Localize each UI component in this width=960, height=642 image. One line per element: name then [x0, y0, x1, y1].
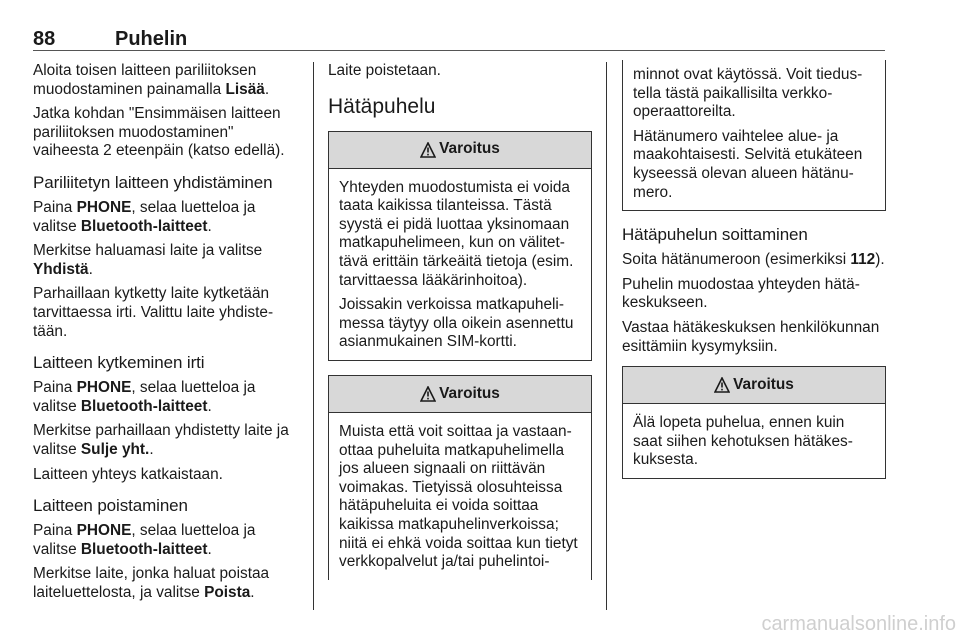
- paragraph: Paina PHONE, selaa luetteloa ja valitse Bluetooth-laitteet.: [33, 522, 256, 558]
- warning-text: Yhteyden muodostumista ei voida taata kaikissa tilanteissa. Tästä syystä ei pidä luottaa yksinomaan matkapuhelimeen, kun on välitettävä erittäin tärkeäitä tietoja (esim. tarvittaessa lääkärinhoitoa).: [339, 178, 574, 289]
- warning-box: [328, 131, 592, 361]
- column-divider: [606, 62, 607, 610]
- warning-triangle-icon: [420, 386, 436, 402]
- warning-title: Varoitus: [439, 140, 500, 158]
- paragraph: Soita hätänumeroon (esimerkiksi 112).: [622, 251, 885, 269]
- chapter-heading: Hätäpuhelu: [328, 94, 436, 118]
- warning-header: [329, 132, 591, 169]
- warning-triangle-icon: [420, 142, 436, 158]
- paragraph: Laitteen yhteys katkaistaan.: [33, 465, 223, 483]
- paragraph: Merkitse haluamasi laite ja valitse Yhdistä.: [33, 242, 263, 278]
- section-heading: Laitteen poistaminen: [33, 496, 188, 516]
- warning-header: [623, 367, 885, 404]
- warning-title: Varoitus: [733, 375, 794, 393]
- column-2: [328, 62, 592, 594]
- paragraph: Paina PHONE, selaa luetteloa ja valitse Bluetooth-laitteet.: [33, 198, 256, 235]
- warning-text: Hätänumero vaihtelee alue- ja maakohtaisesti. Selvitä etukäteen kyseessä olevan alueen hätänumero.: [633, 127, 863, 201]
- warning-header: [329, 376, 591, 413]
- paragraph: Vastaa hätäkeskuksen henkilökunnan esittämiin kysymyksiin.: [622, 318, 880, 355]
- page-number: 88: [33, 28, 56, 50]
- paragraph: Merkitse laite, jonka haluat poistaa laiteluettelosta, ja valitse Poista.: [33, 565, 270, 601]
- section-heading: Laitteen kytkeminen irti: [33, 353, 205, 373]
- paragraph: Jatka kohdan "Ensimmäisen laitteen pariliitoksen muodostaminen" vaiheesta 2 eteenpäin (katso edellä).: [33, 105, 285, 160]
- paragraph: Laite poistetaan.: [328, 62, 441, 79]
- paragraph: Aloita toisen laitteen pariliitoksen muodostaminen painamalla Lisää.: [33, 62, 270, 98]
- section-heading: Pariliitetyn laitteen yhdistäminen: [33, 172, 273, 192]
- paragraph: Parhaillaan kytketty laite kytketään tarvittaessa irti. Valittu laite yhdistetään.: [33, 285, 274, 340]
- warning-triangle-icon: [714, 377, 730, 393]
- warning-box: [622, 366, 886, 479]
- warning-text: Muista että voit soittaa ja vastaanottaa puheluita matkapuhelimella jos alueen signaali on riittävän voimakas. Tietyissä olosuhteissa hätäpuheluita ei voida soittaa kaikissa matkapuhelinverkoissa; niitä ei ehkä voida soittaa kun tietyt verkkopalvelut ja/tai puhelintoi-: [339, 422, 578, 571]
- warning-text: minnot ovat käytössä. Voit tiedustella tästä paikallisilta verkkooperaattoreilta.: [633, 66, 863, 121]
- warning-title: Varoitus: [439, 384, 500, 402]
- warning-box: [328, 375, 592, 580]
- column-divider: [313, 62, 314, 610]
- paragraph: Paina PHONE, selaa luetteloa ja valitse Bluetooth-laitteet.: [33, 379, 256, 415]
- page-header: [33, 28, 885, 51]
- warning-box-continued: [622, 60, 886, 211]
- section-heading: Hätäpuhelun soittaminen: [622, 225, 808, 245]
- column-1: [33, 62, 301, 608]
- paragraph: Puhelin muodostaa yhteyden hätäkeskukseen.: [622, 275, 860, 312]
- watermark: carmanualsonline.info: [761, 613, 956, 635]
- column-3: [622, 62, 886, 493]
- warning-text: Joissakin verkoissa matkapuhelimessa täytyy olla oikein asennettu asianmukainen SIM-kortti.: [339, 296, 574, 351]
- paragraph: Merkitse parhaillaan yhdistetty laite ja valitse Sulje yht..: [33, 422, 289, 458]
- warning-text: Älä lopeta puhelua, ennen kuin saat siihen kehotuksen hätäkeskuksesta.: [633, 414, 853, 469]
- running-title: Puhelin: [115, 28, 188, 50]
